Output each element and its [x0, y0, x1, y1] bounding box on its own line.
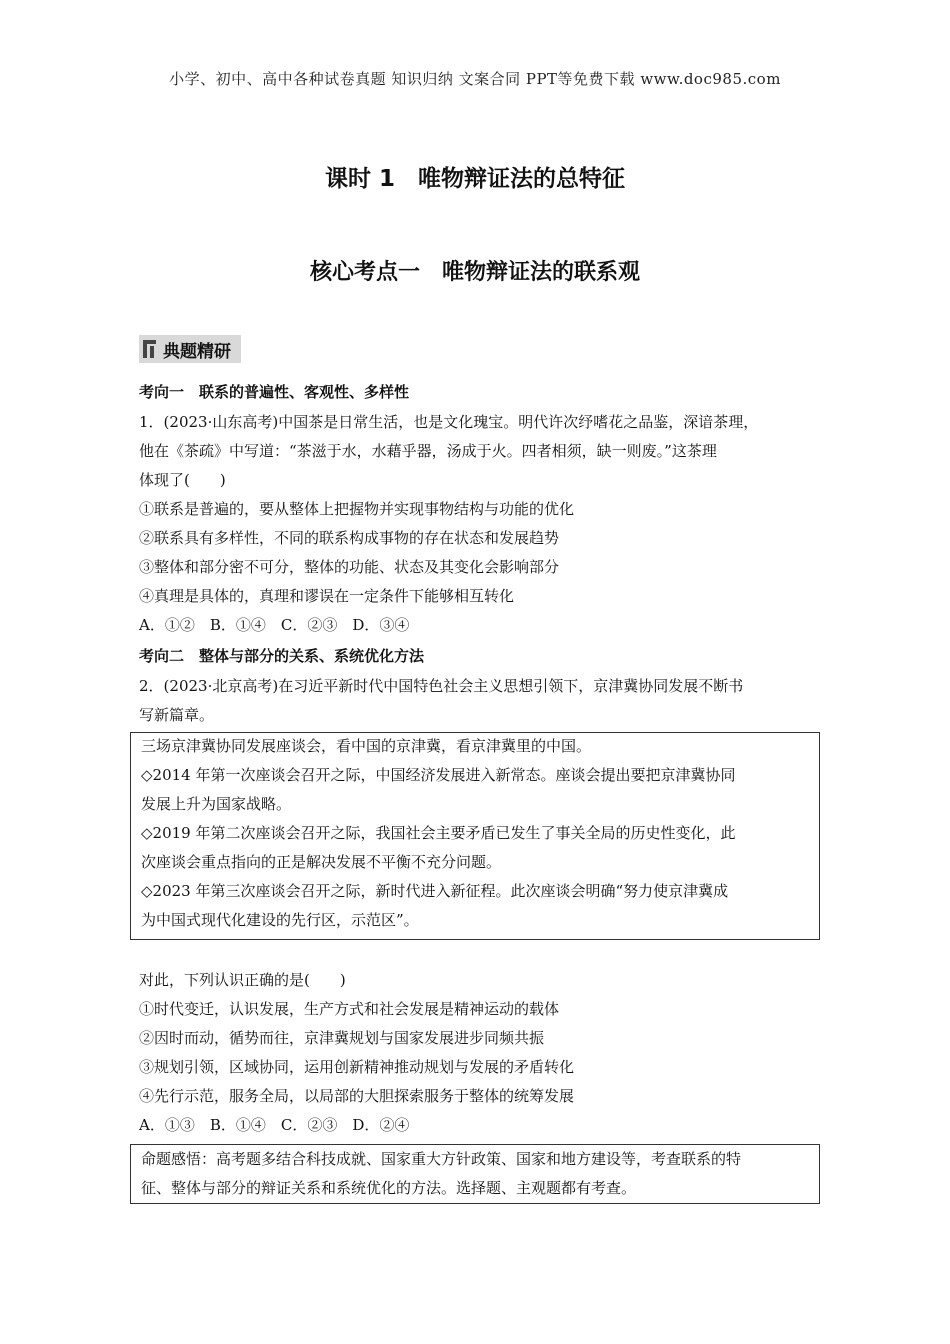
material-line: 三场京津冀协同发展座谈会，看中国的京津冀，看京津冀里的中国。	[141, 737, 592, 755]
q1-direction: 考向一 联系的普遍性、客观性、多样性	[139, 383, 410, 401]
page-header: 小学、初中、高中各种试卷真题 知识归纳 文案合同 PPT等免费下载 www.doc985.com	[169, 70, 781, 88]
q1-stem-line: 他在《茶疏》中写道：“茶滋于水，水藉乎器，汤成于火。四者相须，缺一则废。”这茶理	[139, 442, 717, 460]
q1-option: ③整体和部分密不可分，整体的功能、状态及其变化会影响部分	[139, 558, 560, 576]
insight-line: 命题感悟：高考题多结合科技成就、国家重大方针政策、国家和地方建设等，考查联系的特	[141, 1150, 742, 1168]
exam-insight-box	[130, 1144, 820, 1204]
q1-option: ①联系是普遍的，要从整体上把握物并实现事物结构与功能的优化	[139, 500, 575, 518]
section-tag	[139, 335, 241, 363]
q2-option: ④先行示范，服务全局，以局部的大胆探索服务于整体的统筹发展	[139, 1087, 575, 1105]
tag-label: 典题精研	[163, 341, 231, 362]
q1-option: ④真理是具体的，真理和谬误在一定条件下能够相互转化	[139, 587, 515, 605]
q2-stem-line: 写新篇章。	[139, 706, 215, 724]
q2-option: ③规划引领，区域协同，运用创新精神推动规划与发展的矛盾转化	[139, 1058, 575, 1076]
material-line: ◇2019 年第二次座谈会召开之际，我国社会主要矛盾已发生了事关全局的历史性变化，此	[141, 824, 736, 842]
q2-option: ①时代变迁，认识发展，生产方式和社会发展是精神运动的载体	[139, 1000, 560, 1018]
insight-line: 征、整体与部分的辩证关系和系统优化的方法。选择题、主观题都有考查。	[141, 1179, 637, 1197]
q2-material-box	[130, 732, 820, 940]
material-line: ◇2023 年第三次座谈会召开之际，新时代进入新征程。此次座谈会明确“努力使京津冀成	[141, 882, 729, 900]
q2-stem-line: 2．(2023·北京高考)在习近平新时代中国特色社会主义思想引领下，京津冀协同发展不断书	[139, 677, 744, 695]
q2-prompt: 对此，下列认识正确的是( )	[139, 971, 346, 989]
material-line: 为中国式现代化建设的先行区，示范区”。	[141, 911, 419, 929]
q2-answer-choices: A．①③ B．①④ C．②③ D．②④	[139, 1116, 410, 1134]
material-line: ◇2014 年第一次座谈会召开之际，中国经济发展进入新常态。座谈会提出要把京津冀协同	[141, 766, 736, 784]
material-line: 发展上升为国家战略。	[141, 795, 292, 813]
q1-stem-line: 体现了( )	[139, 471, 226, 489]
q1-option: ②联系具有多样性，不同的联系构成事物的存在状态和发展趋势	[139, 529, 560, 547]
q1-stem-line: 1．(2023·山东高考)中国茶是日常生活，也是文化瑰宝。明代许次纾嗜花之品鉴，深谙茶理，	[139, 413, 759, 431]
q2-direction: 考向二 整体与部分的关系、系统优化方法	[139, 647, 425, 665]
q2-option: ②因时而动，循势而往，京津冀规划与国家发展进步同频共振	[139, 1029, 545, 1047]
section-title: 核心考点一 唯物辩证法的联系观	[309, 260, 640, 285]
lesson-title: 课时 1 唯物辩证法的总特征	[324, 166, 625, 192]
material-line: 次座谈会重点指向的正是解决发展不平衡不充分问题。	[141, 853, 502, 871]
q1-answer-choices: A．①② B．①④ C．②③ D．③④	[139, 616, 410, 634]
tag-icon	[139, 335, 159, 363]
